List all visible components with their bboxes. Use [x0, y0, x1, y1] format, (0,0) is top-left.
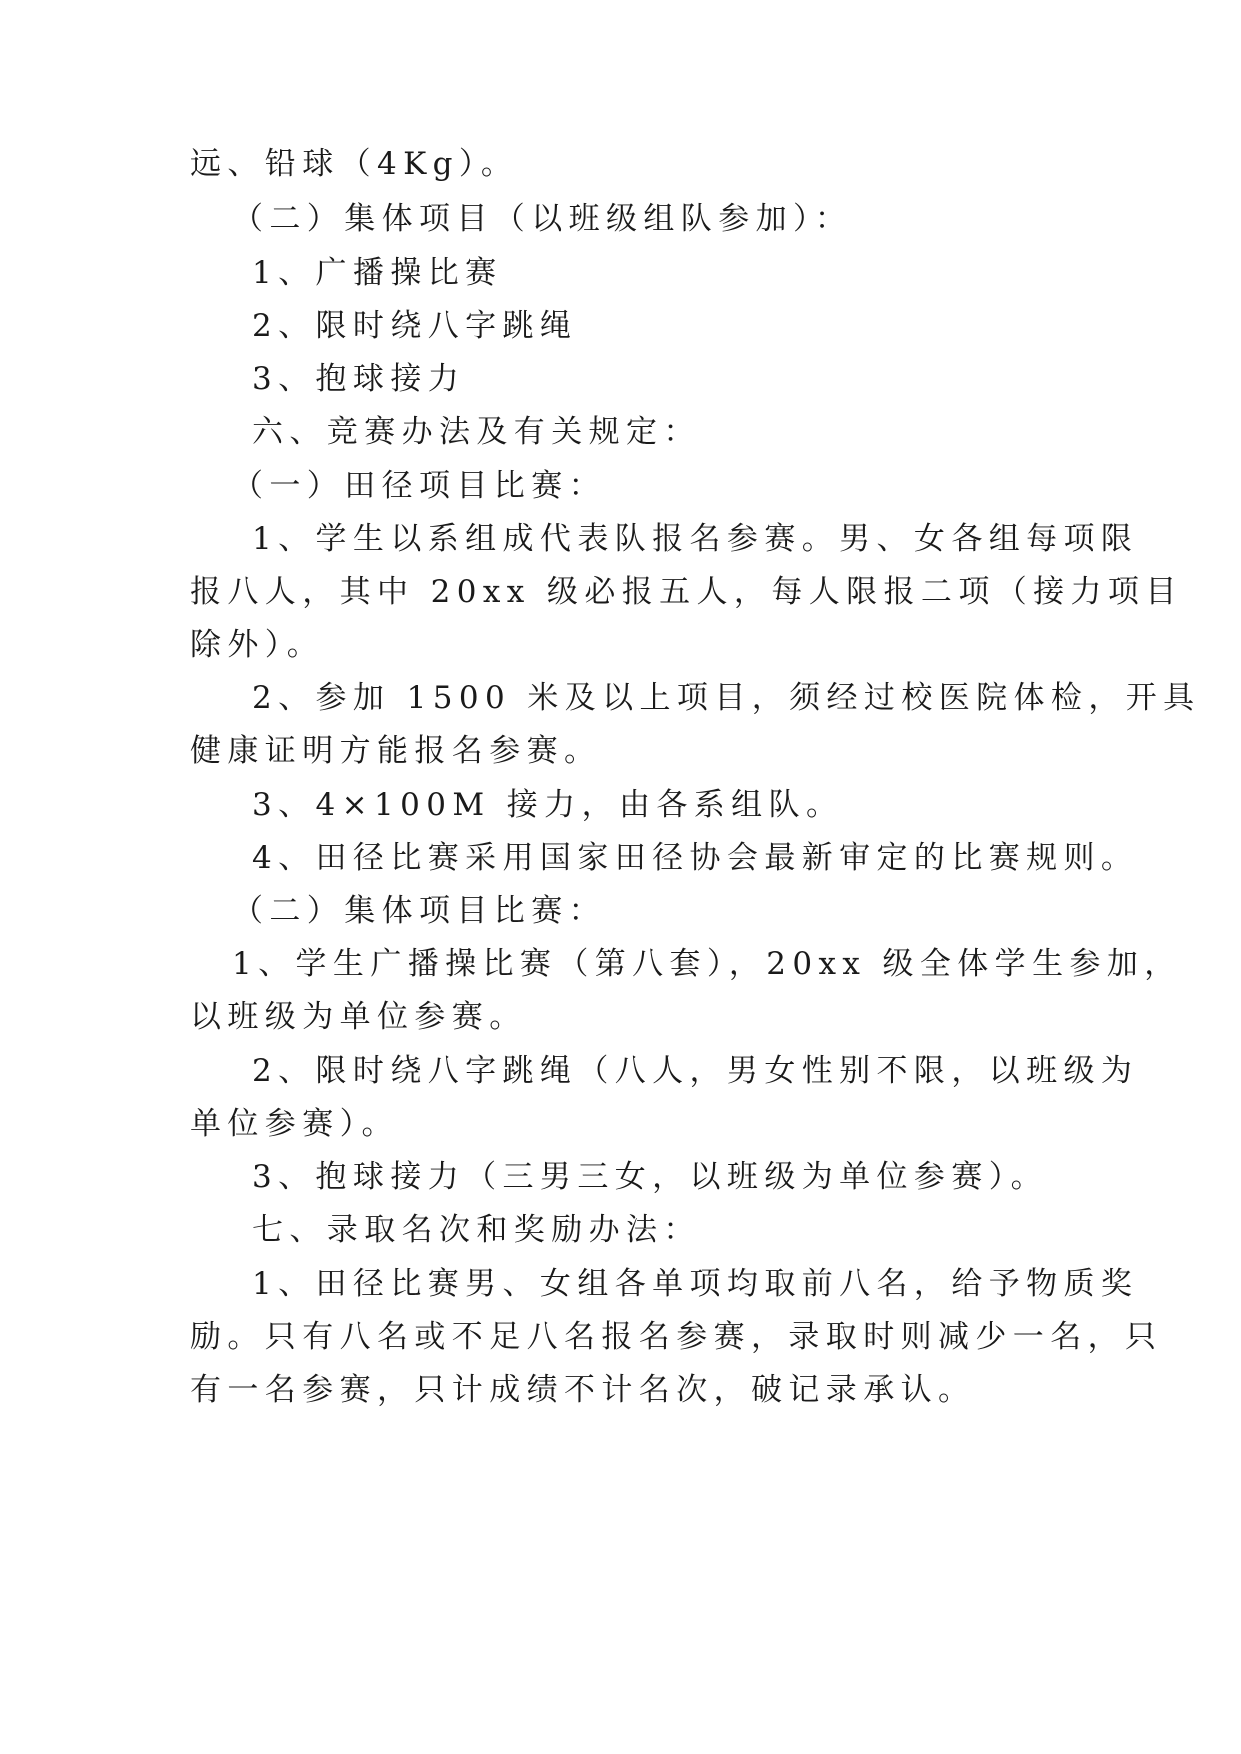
text-line: 远、铅球（4Kg）。	[190, 146, 519, 182]
paragraph-line: 健康证明方能报名参赛。	[190, 733, 602, 769]
subsection-heading: （一）田径项目比赛：	[232, 468, 606, 504]
paragraph-line: 3、抱球接力（三男三女，以班级为单位参赛）。	[252, 1159, 1049, 1195]
list-item: 1、广播操比赛	[252, 255, 503, 291]
paragraph-line: 1、学生以系组成代表队报名参赛。男、女各组每项限	[252, 521, 1139, 557]
paragraph-line: 以班级为单位参赛。	[190, 999, 527, 1035]
list-item: 2、限时绕八字跳绳	[252, 308, 578, 344]
paragraph-line: 除外）。	[190, 627, 325, 663]
paragraph-line: 1、田径比赛男、女组各单项均取前八名，给予物质奖	[252, 1266, 1139, 1302]
paragraph-line: 励。只有八名或不足八名报名参赛，录取时则减少一名，只	[190, 1319, 1163, 1355]
list-item: 3、抱球接力	[252, 361, 466, 397]
paragraph-line: 单位参赛）。	[190, 1106, 399, 1142]
paragraph-line: 报八人，其中 20xx 级必报五人，每人限报二项（接力项目	[190, 574, 1183, 610]
paragraph-line: 4、田径比赛采用国家田径协会最新审定的比赛规则。	[252, 840, 1139, 876]
paragraph-line: 3、4×100M 接力，由各系组队。	[252, 787, 844, 823]
paragraph-line: 2、参加 1500 米及以上项目，须经过校医院体检，开具	[252, 680, 1201, 716]
section-heading: 六、竞赛办法及有关规定：	[252, 414, 701, 450]
section-heading: （二）集体项目（以班级组队参加）：	[232, 201, 853, 237]
paragraph-line: 有一名参赛，只计成绩不计名次，破记录承认。	[190, 1372, 976, 1408]
paragraph-line: 2、限时绕八字跳绳（八人，男女性别不限，以班级为	[252, 1053, 1139, 1089]
subsection-heading: （二）集体项目比赛：	[232, 893, 606, 929]
section-heading: 七、录取名次和奖励办法：	[252, 1212, 701, 1248]
paragraph-line: 1、学生广播操比赛（第八套），20xx 级全体学生参加，	[232, 946, 1182, 982]
